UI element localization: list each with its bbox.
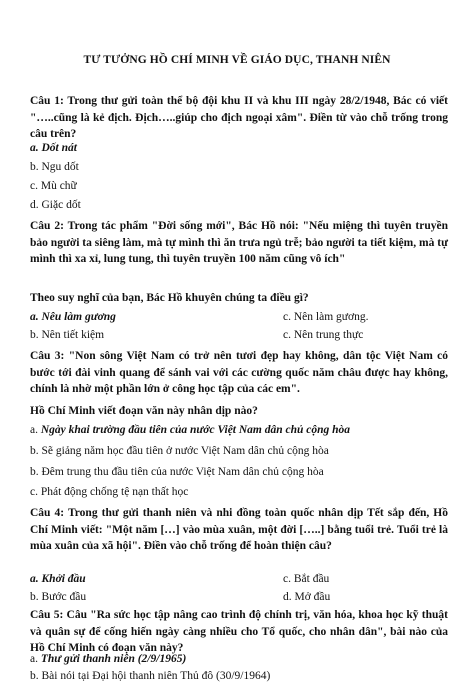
page-title: TƯ TƯỞNG HỒ CHÍ MINH VỀ GIÁO DỤC, THANH NIÊN	[83, 54, 391, 66]
question-2-answer-a: a. Nêu làm gương	[30, 311, 116, 323]
question-1-text: Câu 1: Trong thư gửi toàn thể bộ đội khu II và khu III ngày 28/2/1948, Bác có viết "…..cũng là kẻ địch. Địch…..giúp cho địch ngoại xâm". Điền từ vào chỗ trống trong câu trên?	[30, 95, 448, 140]
question-4-answer-a: a. Khởi đầu	[30, 573, 86, 585]
question-2-subquestion: Theo suy nghĩ của bạn, Bác Hồ khuyên chúng ta điều gì?	[30, 292, 309, 304]
question-3-text: Câu 3: "Non sông Việt Nam có trở nên tươi đẹp hay không, dân tộc Việt Nam có bước tới đài vinh quang để sánh vai với các cường quốc năm châu được hay không, chính là nhờ một phần lớn ở công học tập của các em".	[30, 350, 448, 395]
question-4-option-c: c. Bắt đầu	[283, 573, 330, 585]
question-1-answer-a: a. Dốt nát	[30, 142, 77, 154]
question-4-option-d: d. Mở đầu	[283, 591, 331, 603]
question-3-option-b: b. Sẽ giảng năm học đầu tiên ở nước Việt Nam dân chủ cộng hòa	[30, 445, 329, 457]
question-5-answer-a	[30, 652, 186, 667]
question-3-subquestion: Hồ Chí Minh viết đoạn văn này nhân dịp nào?	[30, 405, 258, 417]
question-5-answer-a-letter: a.	[30, 653, 38, 665]
question-3-answer-a	[30, 423, 350, 438]
question-4-text: Câu 4: Trong thư gửi thanh niên và nhi đồng toàn quốc nhân dịp Tết sắp đến, Hồ Chí Minh viết: "Một năm […] vào mùa xuân, một đời […..] bằng tuổi trẻ. Tuổi trẻ là mùa xuân của xã hội". Điền vào chỗ trống để hoàn thiện câu?	[30, 507, 448, 552]
question-2-text: Câu 2: Trong tác phẩm "Đời sống mới", Bác Hồ nói: "Nếu miệng thì tuyên truyền bảo người ta siêng làm, mà tự mình thì ăn trưa ngủ trễ; bảo người ta tiết kiệm, mà tự mình thì xa xỉ, lung tung, thì tuyên truyền 100 năm cũng vô ích"	[30, 220, 448, 265]
question-5-answer-a-text: Thư gửi thanh niên (2/9/1965)	[40, 653, 187, 665]
question-2-option-c: c. Nên làm gương.	[283, 311, 369, 323]
question-3-option-d: c. Phát động chống tệ nạn thất học	[30, 486, 189, 498]
question-3-answer-a-letter: a.	[30, 424, 38, 436]
question-2-option-b: b. Nên tiết kiệm	[30, 329, 105, 341]
question-3-option-c: b. Đêm trung thu đầu tiên của nước Việt Nam dân chủ cộng hòa	[30, 466, 324, 478]
question-5-option-b: b. Bài nói tại Đại hội thanh niên Thủ đô (30/9/1964)	[30, 670, 271, 682]
question-1-option-c: c. Mù chữ	[30, 180, 77, 192]
question-2-option-d: c. Nên trung thực	[283, 329, 364, 341]
question-5-text: Câu 5: Câu "Ra sức học tập nâng cao trình độ chính trị, văn hóa, khoa học kỹ thuật và quân sự để cống hiến ngày càng nhiều cho Tổ quốc, cho nhân dân", bài nào của Hồ Chí Minh có đoạn văn này?	[30, 609, 448, 654]
question-4-option-b: b. Bước đầu	[30, 591, 87, 603]
question-1-option-d: d. Giặc dốt	[30, 199, 81, 211]
question-3-answer-a-text: Ngày khai trường đầu tiên của nước Việt Nam dân chủ cộng hòa	[40, 424, 351, 436]
question-1-option-b: b. Ngu dốt	[30, 161, 79, 173]
